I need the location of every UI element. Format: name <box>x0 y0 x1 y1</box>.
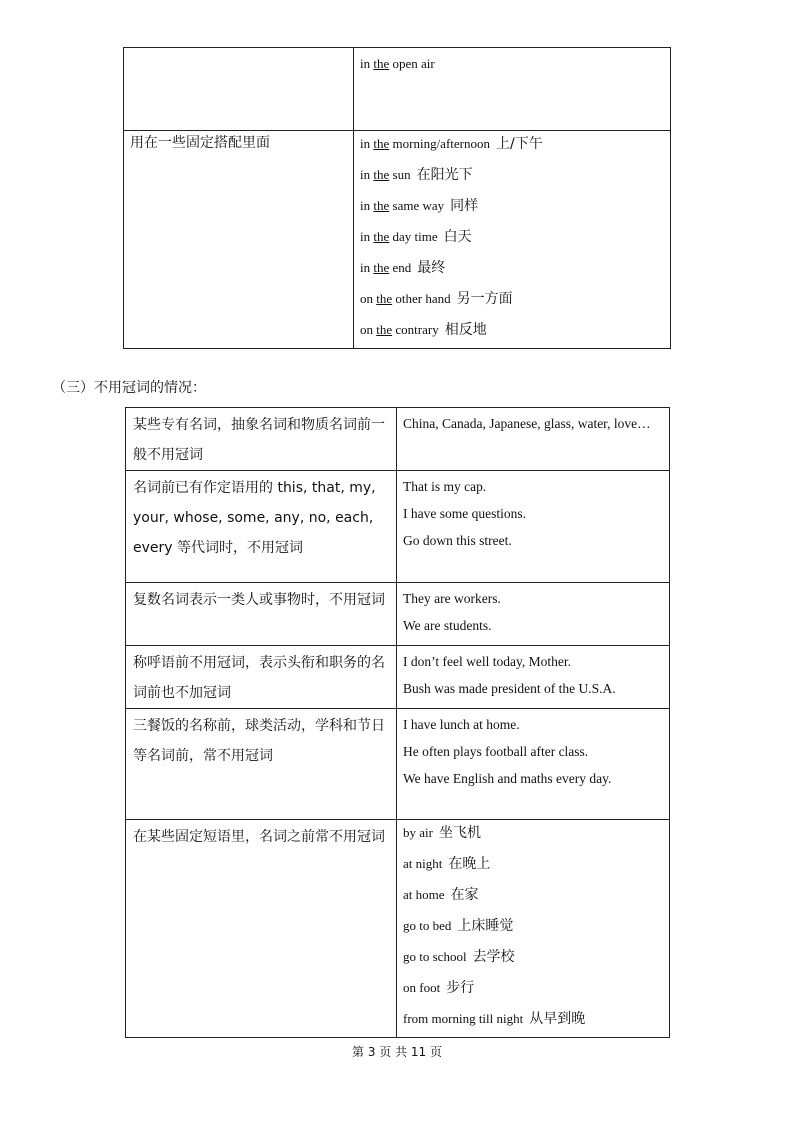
translation: 另一方面 <box>456 291 513 307</box>
example-line: in the end 最终 <box>360 260 446 276</box>
example-line: go to bed 上床睡觉 <box>403 918 514 934</box>
table-cell-rule: 名词前已有作定语用的 this, that, my, your, whose, some, any, no, each, every 等代词时，不用冠词 <box>126 471 397 583</box>
example-sentence: I have some questions. <box>403 506 526 521</box>
table-row <box>126 646 670 709</box>
article-the: the <box>373 229 390 244</box>
table-cell-examples <box>354 48 671 131</box>
example-line: at night 在晚上 <box>403 856 491 872</box>
example-sentence: I have lunch at home. <box>403 717 520 732</box>
translation: 在晚上 <box>448 856 491 872</box>
table-row <box>124 48 671 131</box>
example-line: by air 坐飞机 <box>403 825 481 841</box>
example-sentence: Go down this street. <box>403 533 512 548</box>
article-the: the <box>373 56 390 71</box>
example-line: on the contrary 相反地 <box>360 322 487 338</box>
page-footer: 第 3 页 共 11 页 <box>352 1045 442 1059</box>
translation: 上床睡觉 <box>457 918 514 934</box>
example-line: on the other hand 另一方面 <box>360 291 513 307</box>
table-cell-examples <box>397 583 670 646</box>
table-cell-rule: 复数名词表示一类人或事物时，不用冠词 <box>126 583 397 646</box>
example-line: go to school 去学校 <box>403 949 515 965</box>
table-cell-rule: 在某些固定短语里，名词之前常不用冠词 <box>126 820 397 1038</box>
translation: 同样 <box>450 198 479 214</box>
translation: 最终 <box>417 260 446 276</box>
section-heading: （三）不用冠词的情况： <box>52 380 206 396</box>
table-cell-label <box>124 48 354 131</box>
example-sentence: He often plays football after class. <box>403 744 589 759</box>
example-line: in the sun 在阳光下 <box>360 167 473 183</box>
table-row <box>126 709 670 820</box>
table-cell-examples <box>397 646 670 709</box>
article-the: the <box>373 198 390 213</box>
translation: 白天 <box>443 229 472 245</box>
article-the: the <box>376 291 393 306</box>
table-cell-examples <box>397 820 670 1038</box>
example-line: in the same way 同样 <box>360 198 479 214</box>
example-line: on foot 步行 <box>403 980 475 996</box>
example-sentence: We are students. <box>403 618 492 633</box>
example-list <box>403 820 663 1037</box>
table-row <box>126 471 670 583</box>
table-row <box>126 820 670 1038</box>
article-the: the <box>373 260 390 275</box>
translation: 上/下午 <box>496 136 543 152</box>
translation: 从早到晚 <box>529 1011 586 1027</box>
article-the: the <box>373 167 390 182</box>
table-row <box>126 583 670 646</box>
translation: 相反地 <box>444 322 487 338</box>
article-the: the <box>376 322 393 337</box>
table-cell-examples <box>397 471 670 583</box>
table-cell-examples: China, Canada, Japanese, glass, water, love… <box>397 408 670 471</box>
example-sentence: We have English and maths every day. <box>403 771 612 786</box>
translation: 在阳光下 <box>416 167 473 183</box>
example-line: in the morning/afternoon 上/下午 <box>360 136 543 152</box>
table-cell-rule: 某些专有名词，抽象名词和物质名词前一般不用冠词 <box>126 408 397 471</box>
table-cell-rule: 称呼语前不用冠词，表示头衔和职务的名词前也不加冠词 <box>126 646 397 709</box>
table-cell-label: 用在一些固定搭配里面 <box>124 131 354 349</box>
example-list <box>360 131 664 348</box>
example-sentence: I don’t feel well today, Mother. <box>403 654 571 669</box>
table-row <box>124 131 671 349</box>
example-line: at home 在家 <box>403 887 479 903</box>
translation: 在家 <box>450 887 479 903</box>
example-sentence: Bush was made president of the U.S.A. <box>403 681 616 696</box>
table-cell-examples <box>397 709 670 820</box>
translation: 坐飞机 <box>438 825 481 841</box>
no-article-table <box>125 407 670 1038</box>
translation: 步行 <box>446 980 475 996</box>
example-line: in the open air <box>360 56 435 71</box>
translation: 去学校 <box>472 949 515 965</box>
example-line: in the day time 白天 <box>360 229 472 245</box>
example-sentence: They are workers. <box>403 591 501 606</box>
fixed-phrase-table <box>123 47 671 349</box>
table-row <box>126 408 670 471</box>
article-the: the <box>373 136 390 151</box>
example-sentence: That is my cap. <box>403 479 487 494</box>
table-cell-rule: 三餐饭的名称前，球类活动，学科和节日等名词前，常不用冠词 <box>126 709 397 820</box>
table-cell-examples <box>354 131 671 349</box>
example-line: from morning till night 从早到晚 <box>403 1011 586 1027</box>
